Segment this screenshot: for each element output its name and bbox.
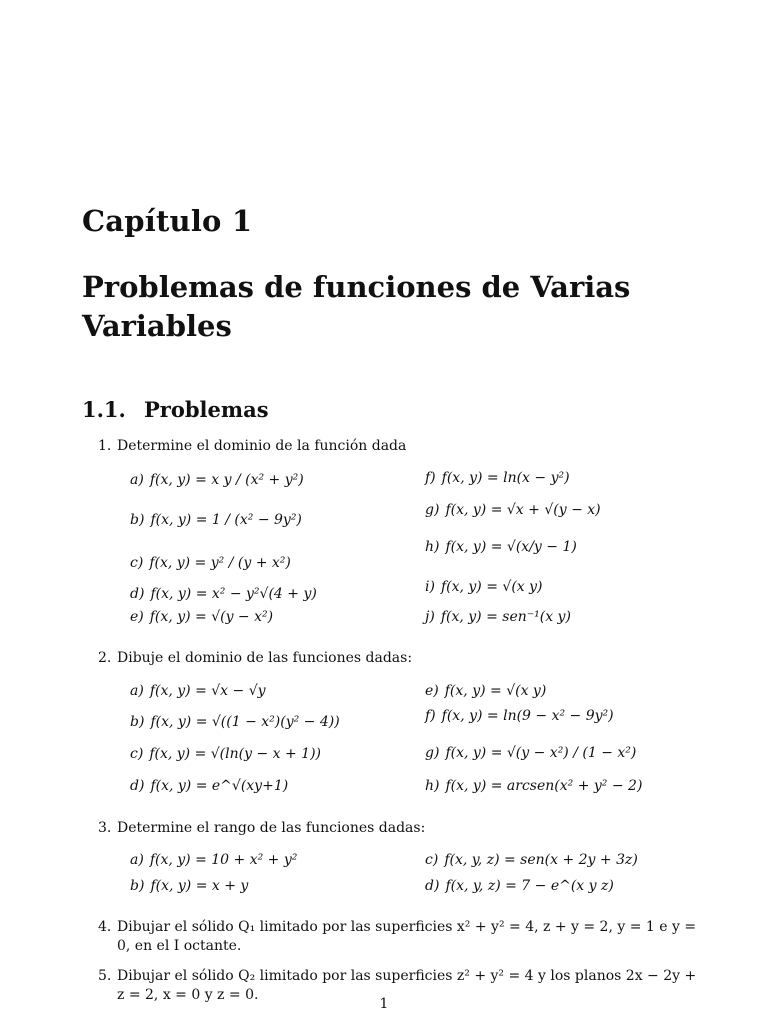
problem-number: 2. xyxy=(98,650,112,666)
item-label: f) xyxy=(425,708,436,724)
problem-1-item-j xyxy=(425,609,571,625)
item-expression: f(x, y) = √((1 − x²)(y² − 4)) xyxy=(150,714,340,730)
problem-number: 3. xyxy=(98,820,112,836)
section-number: 1.1. xyxy=(82,397,126,422)
section-title: Problemas xyxy=(144,397,269,422)
item-label: a) xyxy=(130,852,144,868)
item-label: i) xyxy=(425,579,435,595)
problem-3-item-d xyxy=(425,878,614,894)
item-expression: f(x, y) = sen⁻¹(x y) xyxy=(440,609,571,625)
problem-number: 1. xyxy=(98,438,112,454)
item-expression: f(x, y) = √(x y) xyxy=(440,579,543,595)
item-label: g) xyxy=(425,745,440,761)
item-expression: f(x, y) = arcsen(x² + y² − 2) xyxy=(445,778,643,794)
problem-1-item-f xyxy=(425,470,570,486)
problem-3-item-b xyxy=(130,878,248,894)
problem-text: Dibujar el sólido Q₁ limitado por las superficies x² + y² = 4, z + y = 2, y = 1 e y = 0, en el I octante. xyxy=(117,919,697,954)
chapter-title: Problemas de funciones de Varias Variables xyxy=(82,270,631,343)
item-expression: f(x, y) = e^√(xy+1) xyxy=(150,778,289,794)
item-expression: f(x, y) = √(y − x²) xyxy=(149,609,274,625)
page-number: 1 xyxy=(379,996,389,1012)
item-label: e) xyxy=(425,683,439,699)
problem-text: Determine el dominio de la función dada xyxy=(117,438,407,454)
item-label: a) xyxy=(130,472,144,488)
problem-3-item-c xyxy=(425,852,638,868)
problem-text: Dibuje el dominio de las funciones dadas: xyxy=(117,650,413,666)
item-label: e) xyxy=(130,609,144,625)
problem-2-item-c xyxy=(130,746,321,762)
chapter-heading: Capítulo 1 xyxy=(82,204,253,238)
item-expression: f(x, y) = x y / (x² + y²) xyxy=(149,472,304,488)
problem-1-item-c xyxy=(130,555,291,571)
problem-2-item-b xyxy=(130,714,340,730)
item-label: h) xyxy=(425,778,440,794)
item-label: f) xyxy=(425,470,436,486)
problem-2 xyxy=(98,649,698,668)
problem-number: 5. xyxy=(98,968,112,984)
item-label: c) xyxy=(425,852,439,868)
problem-text: Determine el rango de las funciones dadas: xyxy=(117,820,426,836)
problem-1-item-e xyxy=(130,609,273,625)
problem-2-item-h xyxy=(425,778,642,794)
item-label: b) xyxy=(130,878,145,894)
item-expression: f(x, y) = x² − y²√(4 + y) xyxy=(150,586,317,602)
problem-1 xyxy=(98,437,698,456)
item-label: c) xyxy=(130,746,144,762)
problem-2-item-e xyxy=(425,683,546,699)
problem-1-item-d xyxy=(130,586,317,602)
item-expression: f(x, y) = ln(x − y²) xyxy=(441,470,570,486)
item-label: g) xyxy=(425,502,440,518)
item-label: d) xyxy=(130,586,145,602)
item-expression: f(x, y) = √(ln(y − x + 1)) xyxy=(149,746,321,762)
item-label: d) xyxy=(425,878,440,894)
problem-1-item-a xyxy=(130,472,304,488)
item-expression: f(x, y) = √(x y) xyxy=(444,683,547,699)
problem-2-item-d xyxy=(130,778,288,794)
problem-2-item-g xyxy=(425,745,636,761)
item-expression: f(x, y) = 1 / (x² − 9y²) xyxy=(150,512,302,528)
problem-1-item-b xyxy=(130,512,302,528)
item-expression: f(x, y) = x + y xyxy=(150,878,249,894)
problem-3-item-a xyxy=(130,852,297,868)
problem-2-item-a xyxy=(130,683,266,699)
item-expression: f(x, y) = y² / (y + x²) xyxy=(149,555,291,571)
item-expression: f(x, y) = √x − √y xyxy=(149,683,266,699)
item-expression: f(x, y) = √(y − x²) / (1 − x²) xyxy=(445,745,637,761)
item-label: b) xyxy=(130,512,145,528)
item-label: b) xyxy=(130,714,145,730)
item-expression: f(x, y, z) = 7 − e^(x y z) xyxy=(445,878,614,894)
problem-1-item-i xyxy=(425,579,543,595)
item-label: a) xyxy=(130,683,144,699)
section-heading xyxy=(82,397,269,422)
problem-1-item-g xyxy=(425,502,601,518)
item-expression: f(x, y, z) = sen(x + 2y + 3z) xyxy=(444,852,638,868)
problem-2-item-f xyxy=(425,708,614,724)
problem-text: Dibujar el sólido Q₂ limitado por las superficies z² + y² = 4 y los planos 2x − 2y + z = 2, x = 0 y z = 0. xyxy=(117,968,697,1003)
item-expression: f(x, y) = √x + √(y − x) xyxy=(445,502,601,518)
item-label: d) xyxy=(130,778,145,794)
problem-3 xyxy=(98,819,698,838)
item-label: c) xyxy=(130,555,144,571)
item-label: j) xyxy=(425,609,435,625)
problem-number: 4. xyxy=(98,919,112,935)
problem-1-item-h xyxy=(425,539,577,555)
problem-4 xyxy=(98,918,698,956)
item-expression: f(x, y) = √(x/y − 1) xyxy=(445,539,577,555)
item-expression: f(x, y) = ln(9 − x² − 9y²) xyxy=(441,708,614,724)
item-expression: f(x, y) = 10 + x² + y² xyxy=(149,852,298,868)
item-label: h) xyxy=(425,539,440,555)
